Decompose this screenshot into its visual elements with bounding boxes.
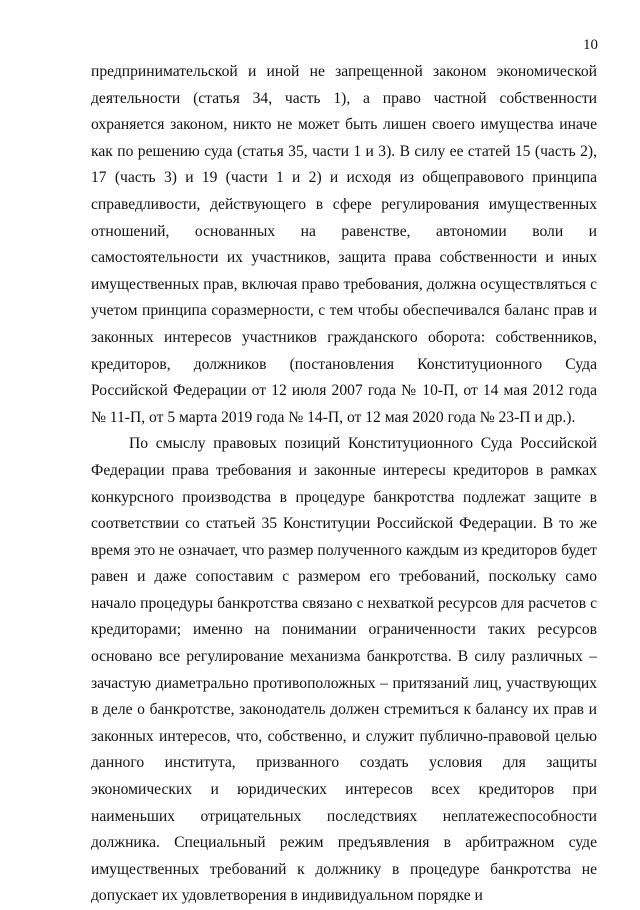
paragraph-bankruptcy-positions: По смыслу правовых позиций Конституционного Суда Российской Федерации права требования и законные интересы кредиторов в рамках конкурсного производства в процедуре банкротства подлежат защите в соответствии со статьей 35 Конституции Российской Федерации. В то же время это не означает, что размер полученного каждым из кредиторов будет равен и даже сопоставим с размером его требований, поскольку само начало процедуры банкротства связано с нехваткой ресурсов для расчетов с кредиторами; именно на понимании ограниченности таких ресурсов основано все регулирование механизма банкротства. В силу различных – зачастую диаметрально противоположных – притязаний лиц, участвующих в деле о банкротстве, законодатель должен стремиться к балансу их прав и законных интересов, что, собственно, и служит публично-правовой целью данного института, призванного создать условия для защиты экономических и юридических интересов всех кредиторов при наименьших отрицательных последствиях неплатежеспособности должника. Специальный режим предъявления в арбитражном суде имущественных требований к должнику в процедуре банкротства не допускает их удовлетворения в индивидуальном порядке и: [91, 435, 597, 905]
paragraph-continuation: предпринимательской и иной не запрещенной законом экономической деятельности (статья 34, часть 1), а право частной собственности охраняется законом, никто не может быть лишен своего имущества иначе как по решению суда (статья 35, части 1 и 3). В силу ее статей 15 (часть 2), 17 (часть 3) и 19 (части 1 и 2) и исходя из общеправового принципа справедливости, действующего в сфере регулирования имущественных отношений, основанных на равенстве, автономии воли и самостоятельности их участников, защита права собственности и иных имущественных прав, включая право требования, должна осуществляться с учетом принципа соразмерности, с тем чтобы обеспечивался баланс прав и законных интересов участников гражданского оборота: собственников, кредиторов, должников (постановления Конституционного Суда Российской Федерации от 12 июля 2007 года № 10-П, от 14 мая 2012 года № 11-П, от 5 марта 2019 года № 14-П, от 12 мая 2020 года № 23-П и др.).: [91, 63, 597, 426]
document-body: [91, 59, 597, 910]
page-number: 10: [583, 37, 598, 53]
